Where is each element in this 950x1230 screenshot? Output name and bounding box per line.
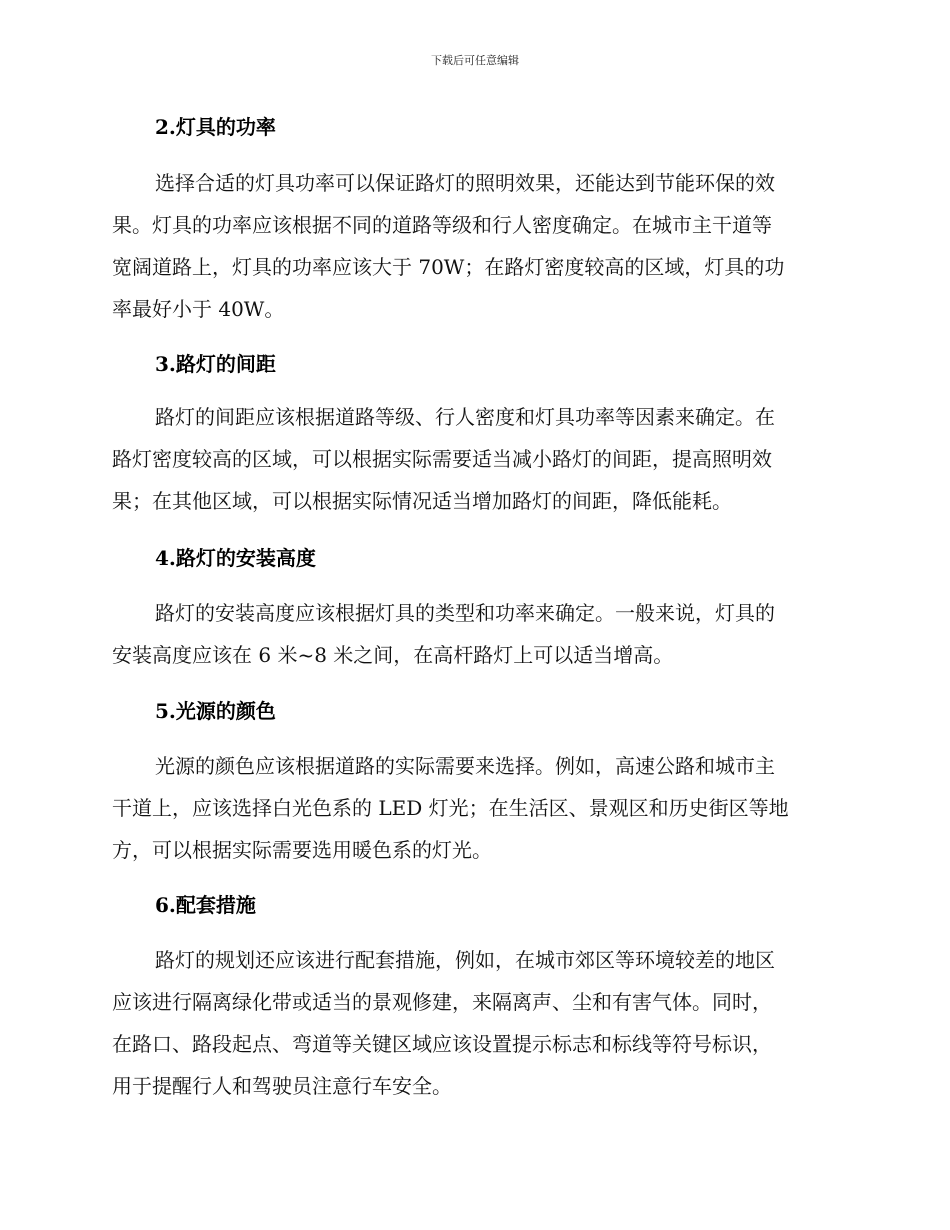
paragraph <box>112 939 837 1107</box>
section-install-height <box>112 544 837 572</box>
section-install-height-body <box>112 592 837 676</box>
paragraph-line: 果；在其他区域，可以根据实际情况适当增加路灯的间距，降低能耗。 <box>112 489 732 513</box>
paragraph-line: 在路口、路段起点、弯道等关键区域应该设置提示标志和标线等符号标识， <box>112 1032 772 1056</box>
paragraph-line: 路灯密度较高的区域，可以根据实际需要适当减小路灯的间距，提高照明效 <box>112 447 772 471</box>
paragraph-line: 宽阔道路上，灯具的功率应该大于 70W；在路灯密度较高的区域，灯具的功 <box>112 255 785 279</box>
paragraph-line: 安装高度应该在 6 米~8 米之间，在高杆路灯上可以适当增高。 <box>112 643 674 667</box>
paragraph <box>112 745 837 871</box>
section-heading: 4.路灯的安装高度 <box>155 546 316 570</box>
section-lamp-spacing <box>112 350 837 378</box>
section-heading: 6.配套措施 <box>155 893 256 917</box>
section-heading: 2.灯具的功率 <box>155 115 276 139</box>
section-supporting-measures-body <box>112 939 837 1107</box>
paragraph-line: 用于提醒行人和驾驶员注意行车安全。 <box>112 1074 452 1098</box>
paragraph <box>112 396 837 522</box>
paragraph-line: 光源的颜色应该根据道路的实际需要来选择。例如，高速公路和城市主 <box>155 754 775 778</box>
paragraph-line: 路灯的间距应该根据道路等级、行人密度和灯具功率等因素来确定。在 <box>155 405 775 429</box>
page-header: 下载后可任意编辑 <box>431 54 519 67</box>
paragraph-line: 果。灯具的功率应该根据不同的道路等级和行人密度确定。在城市主干道等 <box>112 213 772 237</box>
section-supporting-measures <box>112 891 837 919</box>
section-lamp-spacing-body <box>112 396 837 522</box>
paragraph-line: 路灯的规划还应该进行配套措施，例如，在城市郊区等环境较差的地区 <box>155 948 775 972</box>
section-lamp-power <box>112 113 837 141</box>
paragraph-line: 路灯的安装高度应该根据灯具的类型和功率来确定。一般来说，灯具的 <box>155 601 775 625</box>
paragraph-line: 选择合适的灯具功率可以保证路灯的照明效果，还能达到节能环保的效 <box>155 171 775 195</box>
section-heading: 3.路灯的间距 <box>155 352 276 376</box>
paragraph-line: 干道上，应该选择白光色系的 LED 灯光；在生活区、景观区和历史街区等地 <box>112 796 789 820</box>
section-heading: 5.光源的颜色 <box>155 699 276 723</box>
section-light-color <box>112 697 837 725</box>
paragraph <box>112 592 837 676</box>
paragraph-line: 方，可以根据实际需要选用暖色系的灯光。 <box>112 838 492 862</box>
paragraph-line: 率最好小于 40W。 <box>112 297 285 321</box>
paragraph-line: 应该进行隔离绿化带或适当的景观修建，来隔离声、尘和有害气体。同时， <box>112 990 772 1014</box>
section-lamp-power-body <box>112 162 837 330</box>
section-light-color-body <box>112 745 837 871</box>
paragraph <box>112 162 837 330</box>
